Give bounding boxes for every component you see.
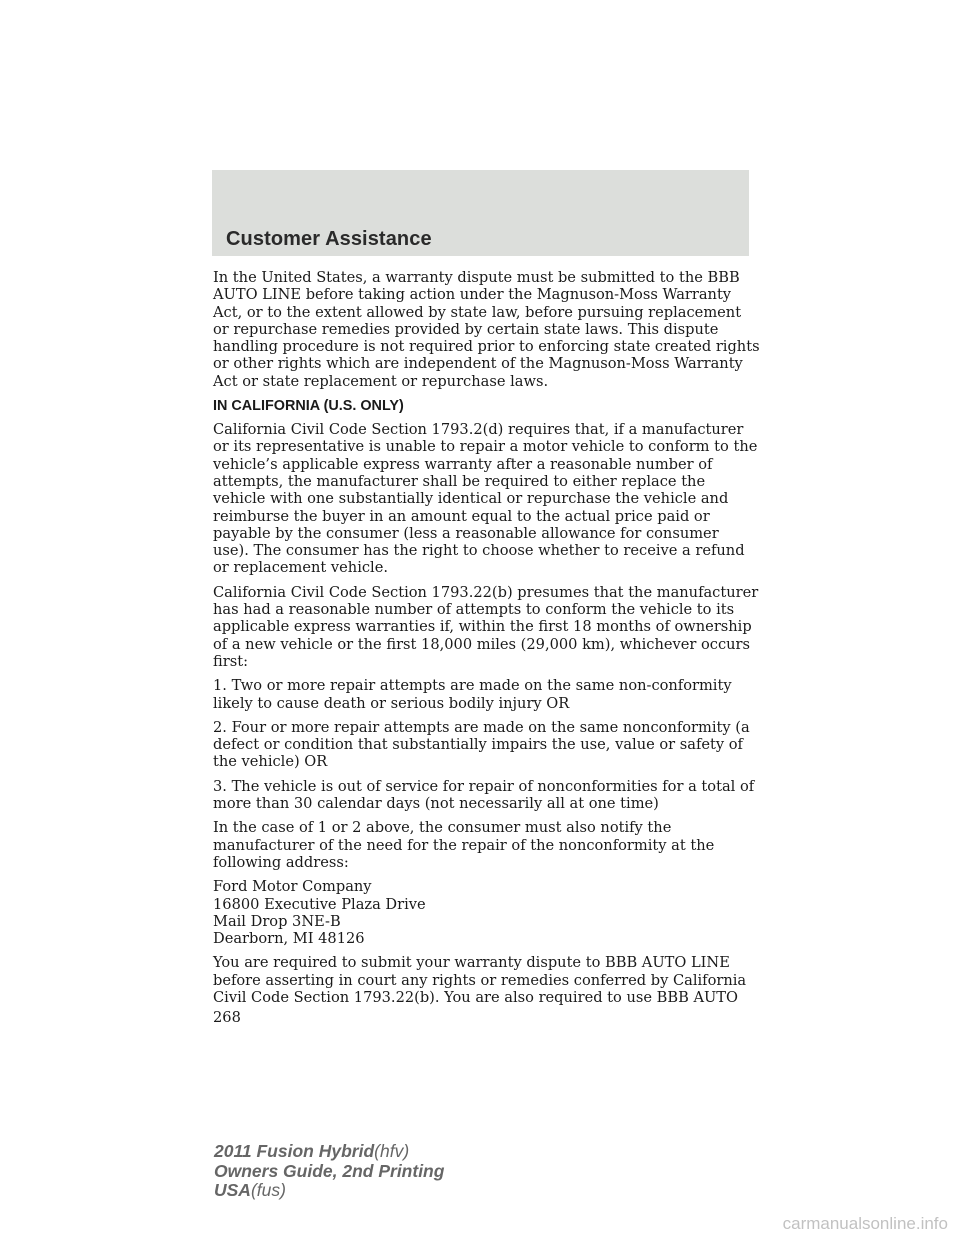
paragraph-bbb-dispute: In the United States, a warranty dispute must be submitted to the BBB AUTO LINE before taking action under the Magnuson-Moss Warranty Act, or to the extent allowed by state law, before pursuing replacement or repurchase remedies provided by certain state laws. This dispute handling procedure is not required prior to enforcing state created rights or other rights which are independent of the Magnuson-Moss Warranty Act or state replacement or repurchase laws. xyxy=(213,269,760,390)
paragraph-civil-code-1793-22b: California Civil Code Section 1793.22(b) presumes that the manufacturer has had a reasonable number of attempts to conform the vehicle to its applicable express warranties if, within the first 18 months of ownership of a new vehicle or the first 18,000 miles (29,000 km), whichever occurs first: xyxy=(213,583,759,670)
paragraph-bbb-requirement: You are required to submit your warranty dispute to BBB AUTO LINE before asserting in court any rights or remedies conferred by California Civil Code Section 1793.22(b). You are also required to use BBB AUTO xyxy=(213,954,747,1006)
paragraph-civil-code-1793-2d: California Civil Code Section 1793.2(d) requires that, if a manufacturer or its representative is unable to repair a motor vehicle to conform to the vehicle’s applicable express warranty after a reasonable number of attempts, the manufacturer shall be required to either replace the vehicle with one substantially identical or repurchase the vehicle and reimburse the buyer in an amount equal to the actual price paid or payable by the consumer (less a reasonable allowance for consumer use). The consumer has the right to choose whether to receive a refund or replacement vehicle. xyxy=(213,421,758,577)
section-heading-california: IN CALIFORNIA (U.S. ONLY) xyxy=(213,398,404,415)
list-item-1: 1. Two or more repair attempts are made on the same non-conformity likely to cause death or serious bodily injury OR xyxy=(213,677,732,712)
footer-line-printing: Owners Guide, 2nd Printing xyxy=(214,1160,445,1181)
page-number: 268 xyxy=(213,1009,241,1027)
list-item-2: 2. Four or more repair attempts are made on the same nonconformity (a defect or condition that substantially impairs the use, value or safety of the vehicle) OR xyxy=(213,718,750,771)
document-footer xyxy=(214,1142,444,1201)
footer-line-region: USA(fus) xyxy=(214,1180,286,1200)
page-content xyxy=(213,269,760,1027)
footer-line-model: 2011 Fusion Hybrid(hfv) xyxy=(214,1141,410,1161)
page-title: Customer Assistance xyxy=(226,228,432,250)
mailing-address: Ford Motor Company 16800 Executive Plaza Drive Mail Drop 3NE-B Dearborn, MI 48126 xyxy=(213,878,426,948)
paragraph-notify-manufacturer: In the case of 1 or 2 above, the consumer must also notify the manufacturer of the need for the repair of the nonconformity at the following address: xyxy=(213,819,715,871)
watermark: carmanualsonline.info xyxy=(782,1214,948,1233)
list-item-3: 3. The vehicle is out of service for repair of nonconformities for a total of more than 30 calendar days (not necessarily all at one time) xyxy=(213,777,755,813)
